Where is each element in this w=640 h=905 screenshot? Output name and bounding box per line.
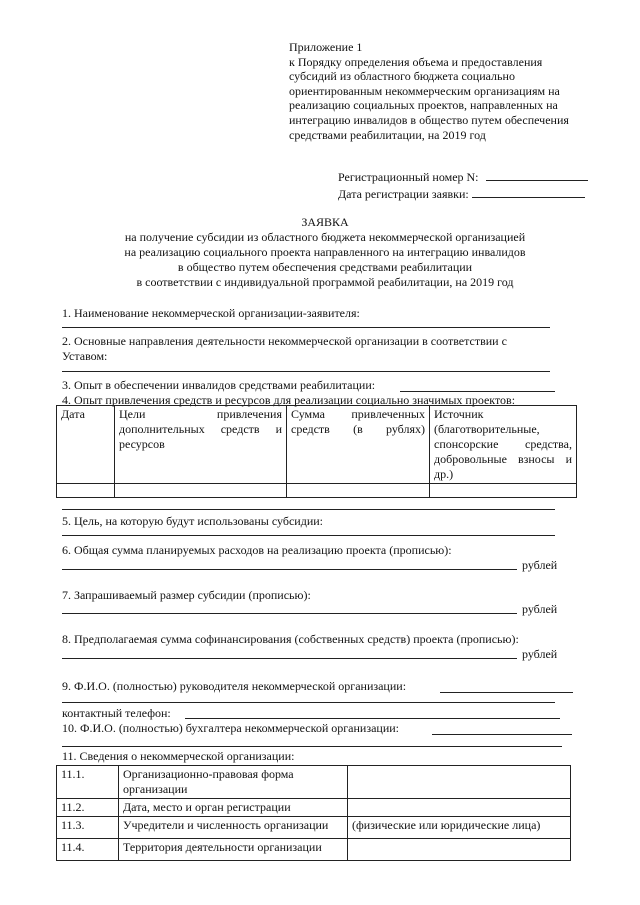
registration-date-row [338, 185, 618, 202]
section-4-label: 4. Опыт привлечения средств и ресурсов для реализации социально значимых проектов: [62, 393, 516, 407]
section-3-label: 3. Опыт в обеспечении инвалидов средствами реабилитации: [62, 378, 376, 392]
section-8-label: 8. Предполагаемая сумма софинансирования (собственных средств) проекта (прописью): [62, 632, 519, 646]
section-1-field[interactable] [62, 327, 550, 328]
header-goals: Цели привлечения дополнительных средств и ресурсов [115, 406, 287, 484]
registration-date-label: Дата регистрации заявки: [338, 187, 469, 201]
table-row [57, 799, 571, 817]
header-date: Дата [57, 406, 115, 484]
row-label: Организационно-правовая форма организации [119, 766, 348, 799]
annex-line: интеграцию инвалидов в общество путем обеспечения [289, 112, 569, 127]
phone-label: контактный телефон: [62, 706, 171, 720]
section-11-label: 11. Сведения о некоммерческой организации: [62, 749, 295, 763]
section-10-label: 10. Ф.И.О. (полностью) бухгалтера некоммерческой организации: [62, 721, 400, 735]
title-line: в общество путем обеспечения средствами реабилитации [177, 260, 473, 274]
row-value[interactable]: (физические или юридические лица) [348, 817, 571, 839]
title-line: на получение субсидии из областного бюджета некоммерческой организацией [124, 230, 526, 244]
section-5-label: 5. Цель, на которую будут использованы субсидии: [62, 514, 324, 528]
section-2-label: 2. Основные направления деятельности некоммерческой организации в соответствии с [62, 334, 507, 348]
title-line: в соответствии с индивидуальной программой реабилитации, на 2019 год [136, 275, 514, 289]
org-info-table [56, 765, 571, 861]
header-amount: Сумма привлеченных средств (в рублях) [287, 406, 430, 484]
row-label: Учредители и численность организации [119, 817, 348, 839]
currency-label: рублей [522, 602, 558, 616]
phone-field[interactable] [185, 718, 560, 719]
experience-table [56, 405, 577, 498]
row-number: 11.2. [57, 799, 119, 817]
annex-line: ориентированным некоммерческим организациям на [289, 83, 560, 98]
section-6-label: 6. Общая сумма планируемых расходов на реализацию проекта (прописью): [62, 543, 452, 557]
section-10-field[interactable] [432, 734, 572, 735]
section-3-field[interactable] [400, 391, 555, 392]
row-label: Территория деятельности организации [119, 839, 348, 861]
currency-label: рублей [522, 647, 558, 661]
section-4-extra-line [62, 509, 555, 510]
header-source: Источник (благотворительные, спонсорские средства, добровольные взносы и др.) [430, 406, 577, 484]
table-cell[interactable] [57, 484, 115, 498]
section-7-field[interactable] [62, 613, 517, 614]
table-row [57, 484, 577, 498]
section-9-field-cont[interactable] [62, 702, 555, 703]
row-value[interactable] [348, 799, 571, 817]
row-label: Дата, место и орган регистрации [119, 799, 348, 817]
annex-line: к Порядку определения объема и предоставления [289, 54, 543, 69]
table-header-row [57, 406, 577, 484]
section-6-field[interactable] [62, 569, 517, 570]
annex-header [289, 40, 609, 142]
section-7-label: 7. Запрашиваемый размер субсидии (прописью): [62, 588, 311, 602]
table-row [57, 817, 571, 839]
table-cell[interactable] [115, 484, 287, 498]
section-2-label-cont: Уставом: [62, 349, 108, 363]
section-8-field[interactable] [62, 658, 517, 659]
currency-label: рублей [522, 558, 558, 572]
table-row [57, 766, 571, 799]
title-heading: ЗАЯВКА [301, 215, 349, 229]
table-row [57, 839, 571, 861]
row-number: 11.1. [57, 766, 119, 799]
annex-line: средствами реабилитации, на 2019 год [289, 127, 486, 142]
registration-number-row [338, 168, 618, 185]
section-5-field[interactable] [62, 535, 555, 536]
document-title [60, 215, 590, 290]
table-cell[interactable] [287, 484, 430, 498]
title-line: на реализацию социального проекта направленного на интеграцию инвалидов [124, 245, 526, 259]
registration-number-field[interactable] [486, 168, 588, 181]
section-10-field-cont[interactable] [62, 746, 562, 747]
table-cell[interactable] [430, 484, 577, 498]
registration-number-label: Регистрационный номер N: [338, 170, 479, 184]
annex-line: субсидий из областного бюджета социально [289, 69, 515, 84]
row-value[interactable] [348, 839, 571, 861]
row-value[interactable] [348, 766, 571, 799]
row-number: 11.4. [57, 839, 119, 861]
row-number: 11.3. [57, 817, 119, 839]
section-9-label: 9. Ф.И.О. (полностью) руководителя некоммерческой организации: [62, 679, 407, 693]
section-9-field[interactable] [440, 692, 573, 693]
registration-date-field[interactable] [472, 185, 585, 198]
section-1-label: 1. Наименование некоммерческой организации-заявителя: [62, 306, 360, 320]
annex-line: реализацию социальных проектов, направленных на [289, 98, 558, 113]
section-2-field[interactable] [62, 371, 550, 372]
annex-line: Приложение 1 [289, 40, 363, 54]
